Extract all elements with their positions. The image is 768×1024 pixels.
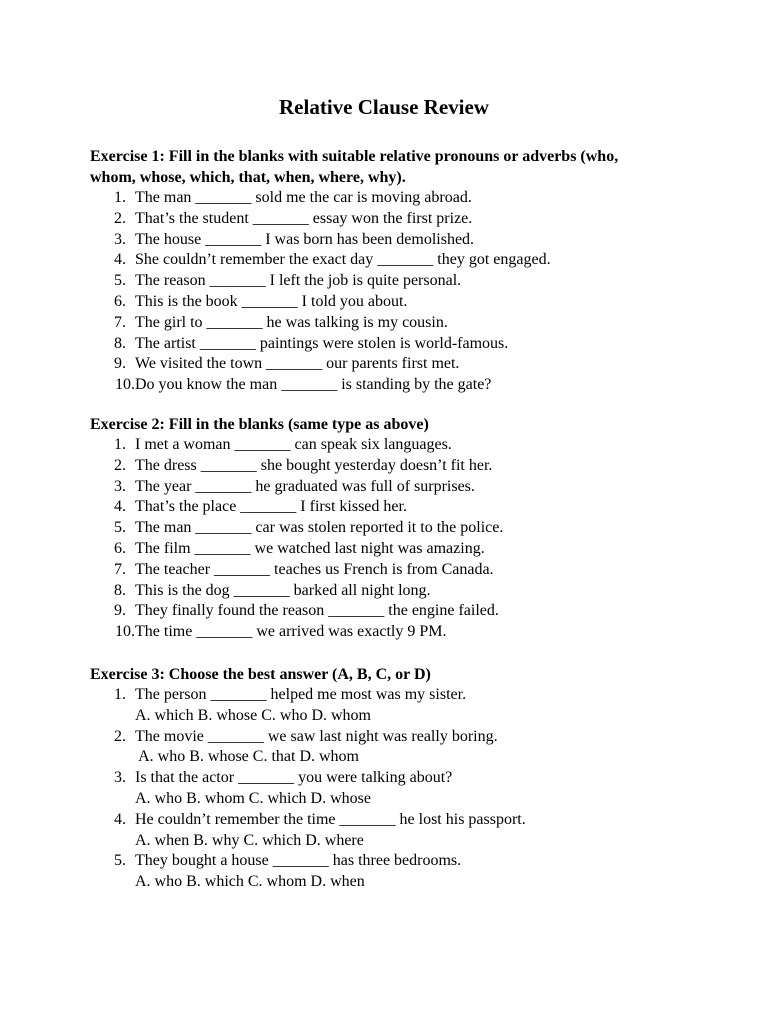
question-block xyxy=(90,810,690,852)
exercise-1-list xyxy=(90,188,690,396)
list-item xyxy=(90,477,690,498)
list-item xyxy=(90,560,690,581)
list-item xyxy=(90,435,690,456)
list-item xyxy=(90,601,690,622)
exercise-1-heading-line1: Exercise 1: Fill in the blanks with suitable relative pronouns or adverbs (who, xyxy=(90,148,619,165)
item-number: 1. xyxy=(114,436,126,453)
exercise-1-heading xyxy=(90,146,690,188)
item-number: 8. xyxy=(114,334,126,352)
page-title: Relative Clause Review xyxy=(279,95,489,119)
exercise-2-heading: Exercise 2: Fill in the blanks (same type as above) xyxy=(90,416,429,433)
item-number: 6. xyxy=(114,539,126,557)
item-number: 6. xyxy=(114,292,126,310)
item-text: That’s the student _______ essay won the first prize. xyxy=(135,209,473,227)
item-text: This is the book _______ I told you about. xyxy=(135,292,408,310)
exercise-2-section xyxy=(90,414,690,643)
answer-options: A. who B. whom C. which D. whose xyxy=(135,789,371,807)
item-text: The teacher _______ teaches us French is from Canada. xyxy=(135,560,494,578)
item-number: 4. xyxy=(114,251,126,269)
list-item xyxy=(90,622,690,643)
answer-options: A. which B. whose C. who D. whom xyxy=(135,706,371,724)
question-text: Is that the actor _______ you were talking about? xyxy=(135,769,453,787)
answer-options: A. when B. why C. which D. where xyxy=(135,831,364,849)
list-item xyxy=(90,209,690,230)
item-number: 9. xyxy=(114,602,126,620)
list-item xyxy=(90,188,690,209)
exercise-1-heading-line2: whom, whose, which, that, when, where, why). xyxy=(90,169,406,186)
question-item xyxy=(90,810,690,831)
list-item xyxy=(90,313,690,334)
item-number: 8. xyxy=(114,581,126,599)
answer-options: A. who B. which C. whom D. when xyxy=(135,873,365,891)
item-number: 2. xyxy=(114,209,126,227)
list-item xyxy=(90,456,690,477)
item-text: The year _______ he graduated was full of surprises. xyxy=(135,477,475,495)
question-item xyxy=(90,685,690,706)
list-item xyxy=(90,230,690,251)
item-text: The girl to _______ he was talking is my cousin. xyxy=(135,313,448,331)
question-block xyxy=(90,685,690,727)
item-number: 5. xyxy=(114,272,126,290)
item-number: 3. xyxy=(114,230,126,248)
exercise-3-section xyxy=(90,664,690,893)
item-text: The reason _______ I left the job is quite personal. xyxy=(135,272,462,290)
item-text: We visited the town _______ our parents first met. xyxy=(135,355,460,373)
question-block xyxy=(90,727,690,769)
item-text: The man _______ sold me the car is moving abroad. xyxy=(135,189,472,206)
question-item xyxy=(90,768,690,789)
item-number: 3. xyxy=(114,769,126,787)
exercise-3-heading: Exercise 3: Choose the best answer (A, B, C, or D) xyxy=(90,666,431,683)
question-block xyxy=(90,851,690,893)
list-item xyxy=(90,334,690,355)
item-text: They finally found the reason _______ the engine failed. xyxy=(135,602,499,620)
item-text: The artist _______ paintings were stolen is world-famous. xyxy=(135,334,509,352)
item-text: The time _______ we arrived was exactly 9 PM. xyxy=(135,623,447,641)
item-text: I met a woman _______ can speak six languages. xyxy=(135,436,452,453)
exercise-1-section xyxy=(90,146,690,396)
list-item xyxy=(90,354,690,375)
item-number: 10. xyxy=(115,376,135,394)
item-number: 7. xyxy=(114,560,126,578)
question-text: They bought a house _______ has three bedrooms. xyxy=(135,852,462,870)
item-text: She couldn’t remember the exact day _______ they got engaged. xyxy=(135,251,551,269)
question-text: The person _______ helped me most was my sister. xyxy=(135,686,467,703)
list-item xyxy=(90,292,690,313)
list-item xyxy=(90,375,690,396)
exercise-2-list xyxy=(90,435,690,643)
list-item xyxy=(90,497,690,518)
question-text: The movie _______ we saw last night was really boring. xyxy=(135,727,498,745)
exercise-3-list xyxy=(90,685,690,893)
item-text: That’s the place _______ I first kissed her. xyxy=(135,498,407,516)
question-block xyxy=(90,768,690,810)
item-text: Do you know the man _______ is standing by the gate? xyxy=(135,376,492,394)
item-text: The film _______ we watched last night was amazing. xyxy=(135,539,485,557)
item-text: This is the dog _______ barked all night long. xyxy=(135,581,431,599)
item-number: 9. xyxy=(114,355,126,373)
item-number: 5. xyxy=(114,519,126,537)
item-number: 5. xyxy=(114,852,126,870)
question-item xyxy=(90,851,690,872)
item-number: 4. xyxy=(114,498,126,516)
list-item xyxy=(90,250,690,271)
item-number: 2. xyxy=(114,727,126,745)
item-number: 4. xyxy=(114,810,126,828)
item-text: The dress _______ she bought yesterday doesn’t fit her. xyxy=(135,456,493,474)
question-item xyxy=(90,727,690,748)
item-number: 2. xyxy=(114,456,126,474)
item-text: The house _______ I was born has been demolished. xyxy=(135,230,475,248)
answer-options: A. who B. whose C. that D. whom xyxy=(135,748,359,766)
question-text: He couldn’t remember the time _______ he lost his passport. xyxy=(135,810,526,828)
list-item xyxy=(90,271,690,292)
item-number: 3. xyxy=(114,477,126,495)
item-number: 1. xyxy=(114,189,126,206)
item-text: The man _______ car was stolen reported it to the police. xyxy=(135,519,504,537)
item-number: 10. xyxy=(115,623,135,641)
list-item xyxy=(90,581,690,602)
list-item xyxy=(90,518,690,539)
item-number: 7. xyxy=(114,313,126,331)
item-number: 1. xyxy=(114,686,126,703)
list-item xyxy=(90,539,690,560)
